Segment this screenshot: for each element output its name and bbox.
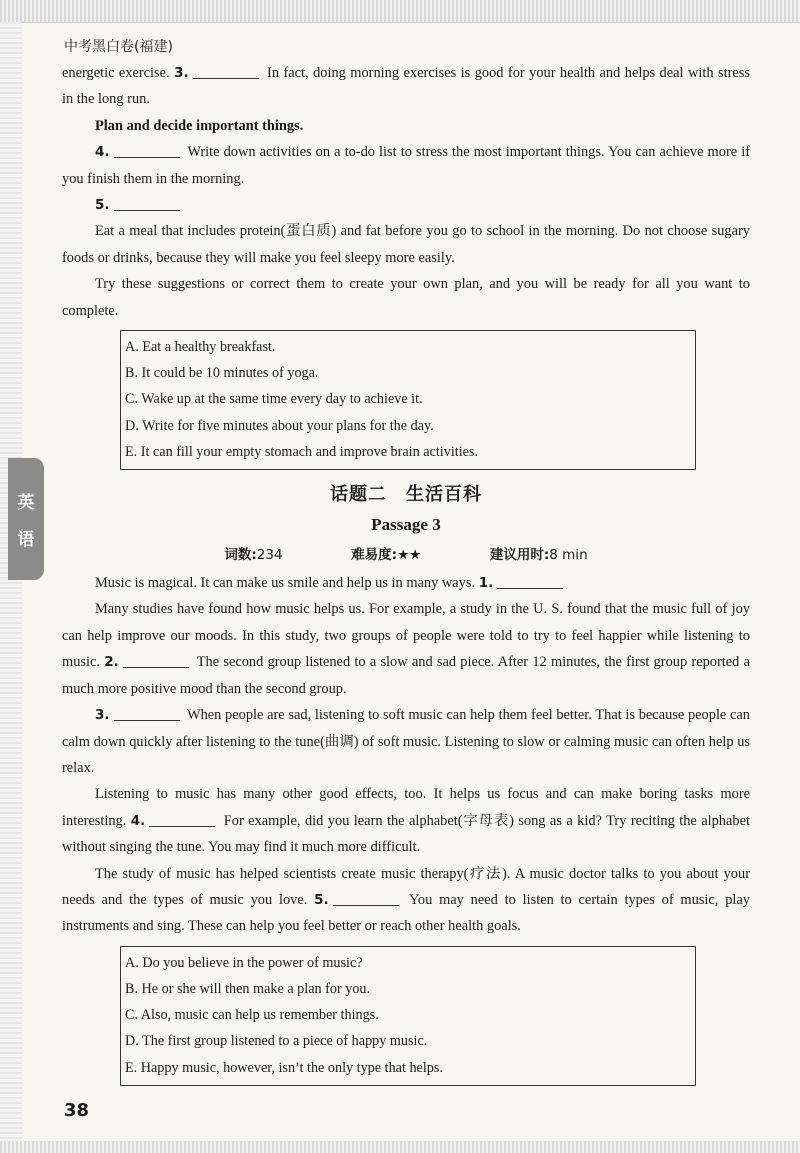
answer-blank[interactable] bbox=[149, 812, 215, 827]
difficulty-label: 难易度: bbox=[351, 547, 398, 564]
passage-meta bbox=[62, 540, 750, 570]
answer-blank[interactable] bbox=[333, 891, 399, 906]
subject-side-tab bbox=[8, 458, 44, 580]
option-item: C. Also, music can help us remember things. bbox=[125, 1007, 379, 1024]
option-item: D. Write for five minutes about your plans for the day. bbox=[125, 417, 434, 434]
question-number: 4. bbox=[130, 812, 146, 829]
option-item: A. Do you believe in the power of music? bbox=[125, 954, 363, 971]
paragraph: Many studies have found how music helps us. For example, a study in the U. S. found that the music full of joy can help improve our moods. In this study, two groups of people were told to try to feel happier while listening to music. 2. The second group listened to a slow and sad piece. After 12 minutes, the first group reported a much more positive mood than the second group. bbox=[62, 601, 750, 697]
topic-title: 话题二 生活百科 bbox=[330, 484, 482, 506]
option-item: B. It could be 10 minutes of yoga. bbox=[125, 365, 319, 382]
option-item: D. The first group listened to a piece of happy music. bbox=[125, 1033, 428, 1050]
question-number: 1. bbox=[478, 575, 494, 592]
option-item: B. He or she will then make a plan for you. bbox=[125, 980, 371, 997]
answer-blank[interactable] bbox=[114, 196, 180, 211]
passage-title: Passage 3 bbox=[371, 515, 441, 535]
answer-blank[interactable] bbox=[114, 706, 180, 721]
suggested-time-label: 建议用时: bbox=[489, 547, 550, 564]
paragraph: energetic exercise. 3. In fact, doing morning exercises is good for your health and helps deal with stress in the long run. bbox=[62, 65, 750, 108]
side-tab-char: 语 bbox=[17, 530, 35, 550]
paragraph: Music is magical. It can make us smile and help us in many ways. 1. bbox=[62, 570, 750, 596]
options-box bbox=[120, 946, 696, 1086]
answer-blank[interactable] bbox=[497, 574, 563, 589]
word-count-value: 234 bbox=[256, 547, 283, 564]
suggested-time-value: 8 min bbox=[549, 547, 588, 564]
option-item: C. Wake up at the same time every day to achieve it. bbox=[125, 391, 423, 408]
difficulty-stars: ★★ bbox=[397, 547, 422, 564]
answer-blank[interactable] bbox=[193, 64, 259, 79]
left-stripe bbox=[0, 22, 22, 1141]
top-border bbox=[0, 0, 800, 23]
paragraph: Try these suggestions or correct them to create your own plan, and you will be ready for all you want to complete. bbox=[62, 276, 750, 319]
book-title: 中考黑白卷(福建) bbox=[64, 39, 173, 55]
question-number: 3. bbox=[95, 707, 110, 724]
option-item: E. It can fill your empty stomach and improve brain activities. bbox=[125, 443, 479, 460]
page-number: 38 bbox=[64, 1100, 90, 1121]
question-number: 3. bbox=[174, 65, 189, 81]
options-box bbox=[120, 330, 696, 470]
paragraph: The study of music has helped scientists create music therapy(疗法). A music doctor talks to you about your needs and the types of music you love. 5. You may need to listen to certain types of music, play instruments and sing. These can help you feel better or reach other health goals. bbox=[62, 865, 750, 935]
page-content bbox=[62, 60, 750, 1086]
paragraph: 4. Write down activities on a to-do list to stress the most important things. You can achieve more if you finish them in the morning. bbox=[62, 144, 750, 187]
side-tab-char: 英 bbox=[17, 493, 35, 513]
option-item: A. Eat a healthy breakfast. bbox=[125, 339, 276, 356]
answer-blank[interactable] bbox=[123, 653, 189, 668]
bottom-border bbox=[0, 1141, 800, 1153]
paragraph: Eat a meal that includes protein(蛋白质) and fat before you go to school in the morning. Do not choose sugary foods or drinks, because they will make you feel sleepy more easily. bbox=[62, 223, 750, 266]
question-number: 4. bbox=[95, 144, 110, 161]
section-subheading: Plan and decide important things. bbox=[95, 117, 304, 134]
question-number: 5. bbox=[314, 891, 329, 908]
paragraph: 3. When people are sad, listening to soft music can help them feel better. That is because people can calm down quickly after listening to the tune(曲调) of soft music. Listening to slow or calming music can often help us relax. bbox=[62, 707, 750, 776]
answer-blank[interactable] bbox=[114, 143, 180, 158]
question-number: 5. bbox=[95, 197, 110, 214]
paragraph: Listening to music has many other good effects, too. It helps us focus and can make boring tasks more interesting. 4. For example, did you learn the alphabet(字母表) song as a kid? Try reciting the alphabet without singing the tune. You may find it much more difficult. bbox=[62, 786, 750, 856]
option-item: E. Happy music, however, isn’t the only type that helps. bbox=[125, 1059, 443, 1076]
question-number: 2. bbox=[104, 654, 119, 671]
word-count-label: 词数: bbox=[224, 547, 257, 564]
paragraph bbox=[62, 192, 750, 218]
